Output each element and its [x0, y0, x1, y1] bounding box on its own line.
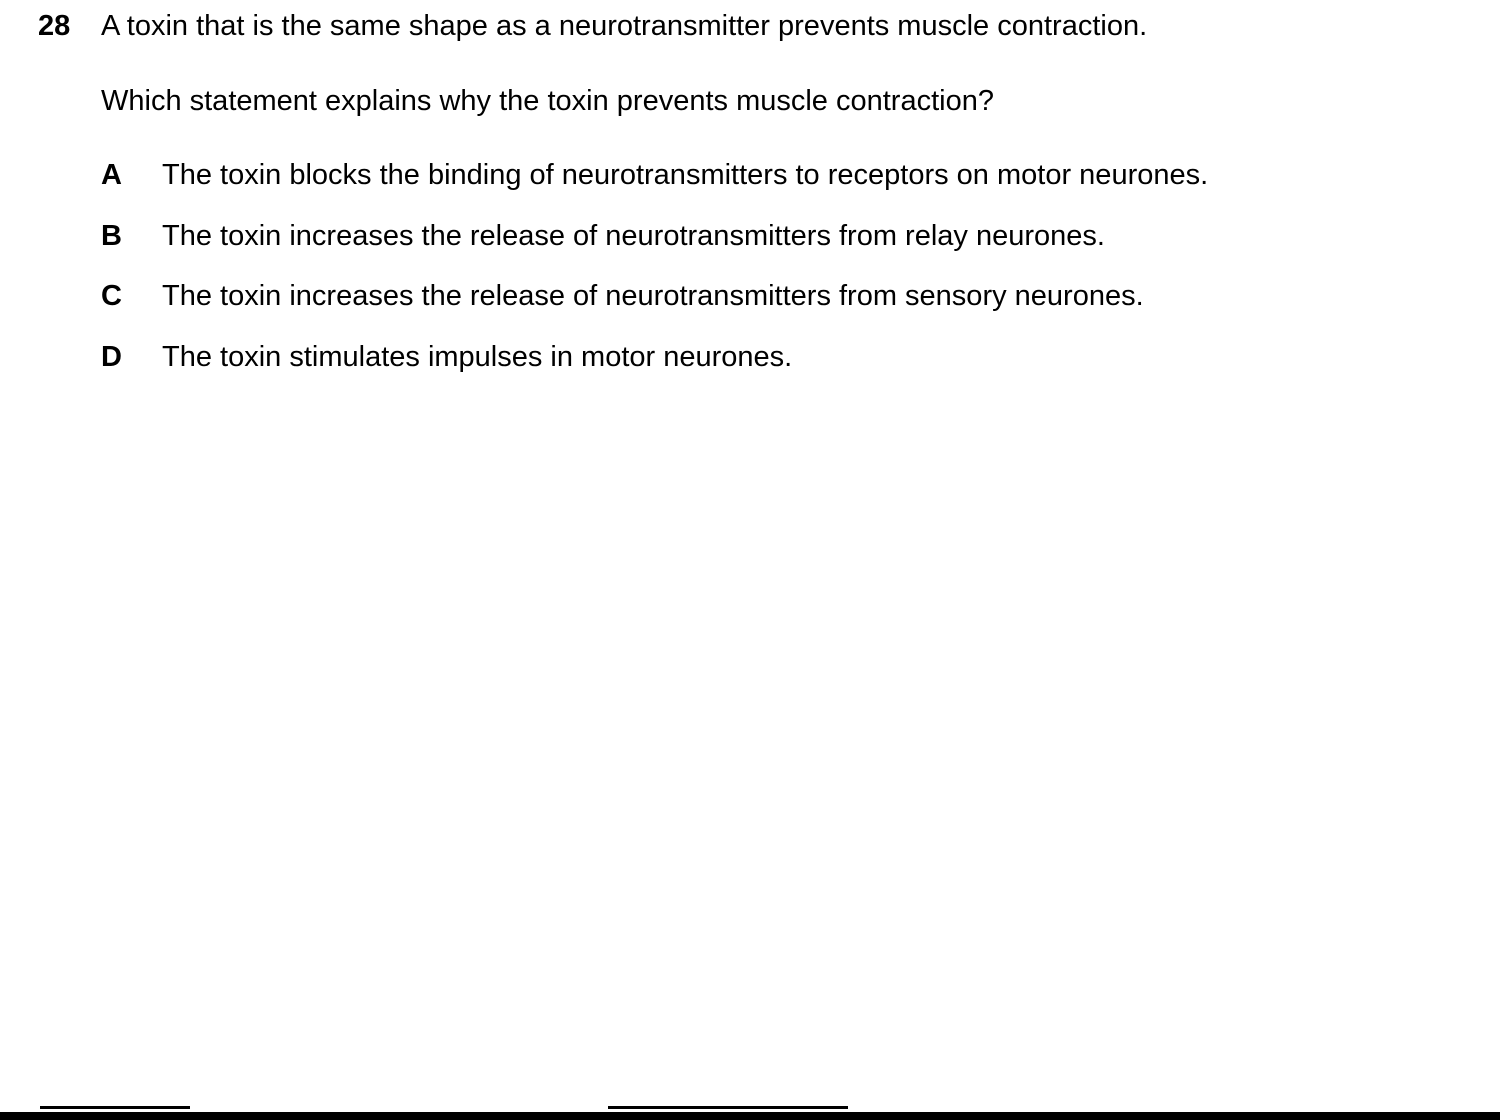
option-text: The toxin stimulates impulses in motor neurones. — [162, 340, 793, 373]
option-c — [101, 278, 1461, 339]
option-text: The toxin blocks the binding of neurotransmitters to receptors on motor neurones. — [162, 159, 1209, 191]
option-a — [101, 157, 1461, 218]
footer-center-fragment — [608, 1106, 848, 1109]
question-prompt: Which statement explains why the toxin prevents muscle contraction? — [101, 85, 994, 117]
footer-left-fragment — [40, 1106, 190, 1109]
option-letter: D — [101, 340, 122, 373]
page-bottom-bar — [0, 1112, 1500, 1120]
option-b — [101, 218, 1461, 279]
option-text: The toxin increases the release of neurotransmitters from relay neurones. — [162, 219, 1105, 252]
option-letter: C — [101, 280, 122, 312]
option-letter: A — [101, 159, 122, 191]
answer-options — [101, 157, 1461, 399]
option-text: The toxin increases the release of neurotransmitters from sensory neurones. — [162, 280, 1144, 312]
question-number: 28 — [38, 10, 71, 42]
option-d — [101, 339, 1461, 400]
question-stem: A toxin that is the same shape as a neurotransmitter prevents muscle contraction. — [101, 10, 1148, 42]
option-letter: B — [101, 219, 122, 252]
